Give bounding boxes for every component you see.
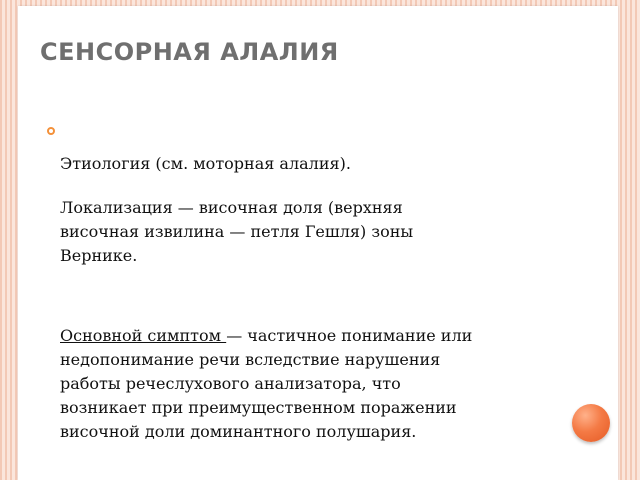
slide-title: СЕНСОРНАЯ АЛАЛИЯ [40, 38, 339, 66]
symptom-line-3: работы речеслухового анализатора, что [60, 374, 401, 393]
symptom-label: Основной симптом [60, 326, 227, 345]
etiology-text [60, 152, 580, 176]
slide [18, 6, 618, 480]
localization-line-2: височная извилина — петля Гешля) зоны [60, 222, 414, 241]
etiology-line: Этиология (см. моторная алалия). [60, 154, 351, 173]
symptom-text [60, 324, 580, 444]
symptom-line-1-rest: — частичное понимание или [226, 326, 473, 345]
localization-line-1: Локализация — височная доля (верхняя [60, 198, 403, 217]
symptom-line-5: височной доли доминантного полушария. [60, 422, 417, 441]
symptom-line-1 [60, 324, 580, 348]
decorative-orb-icon [572, 404, 610, 442]
localization-line-3: Вернике. [60, 246, 138, 265]
localization-text [60, 196, 580, 268]
symptom-line-4: возникает при преимущественном поражении [60, 398, 457, 417]
bullet-icon [47, 127, 55, 135]
symptom-line-2: недопонимание речи вследствие нарушения [60, 350, 441, 369]
